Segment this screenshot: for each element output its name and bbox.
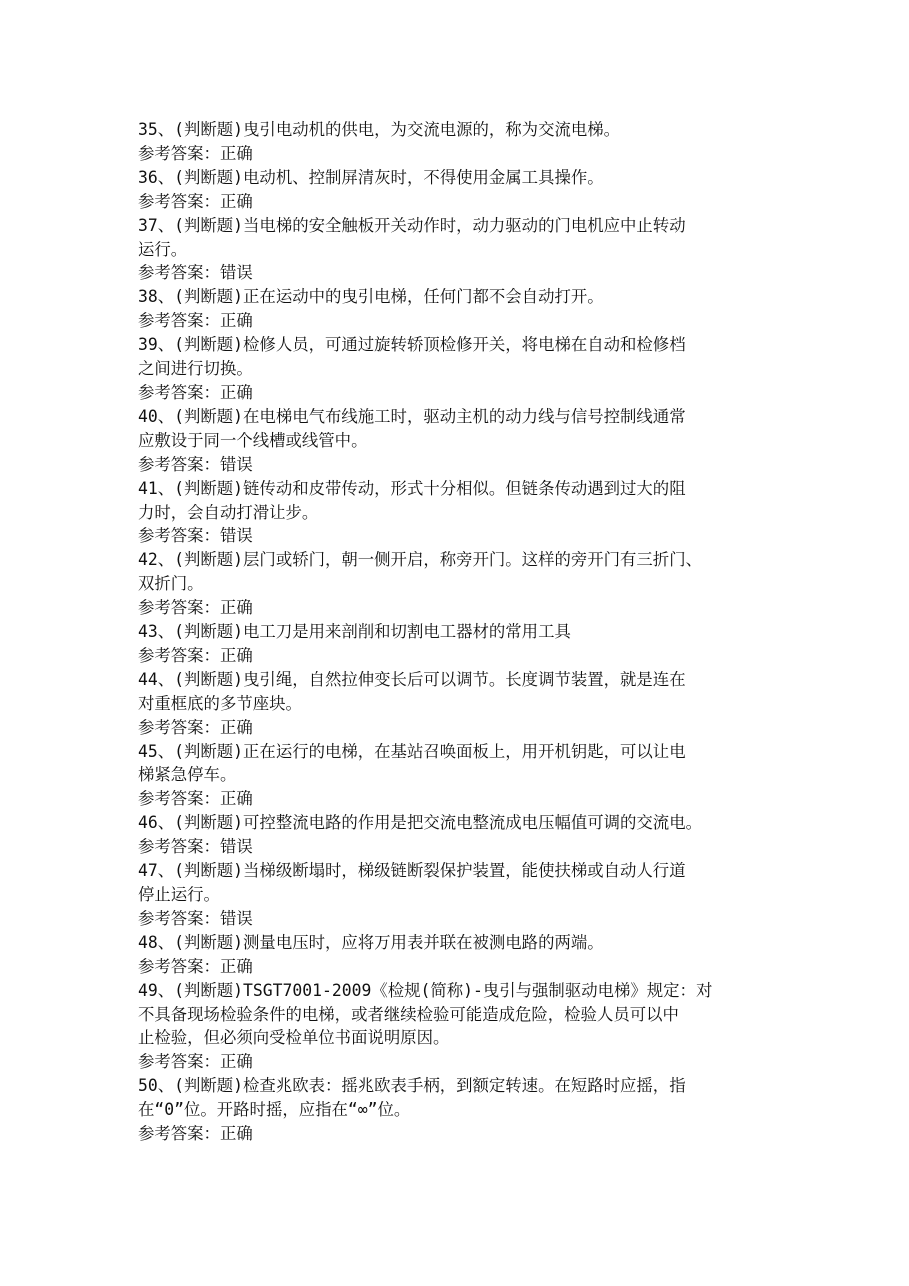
answer-text: 参考答案：正确: [138, 143, 253, 163]
question-line: 之间进行切换。: [138, 359, 253, 379]
question-line: 37、(判断题)当电梯的安全触板开关动作时，动力驱动的门电机应中止转动: [138, 215, 686, 235]
question-text: [138, 405, 788, 453]
answer-text: 参考答案：正确: [138, 382, 253, 402]
answer-text: 参考答案：错误: [138, 263, 253, 283]
answer-text: 参考答案：正确: [138, 598, 253, 618]
question-text: [138, 1074, 788, 1122]
question-text: [138, 811, 788, 835]
question-text: [138, 285, 788, 309]
question-line: 在“0”位。开路时摇，应指在“∞”位。: [138, 1100, 411, 1120]
question-line: 运行。: [138, 239, 188, 259]
question-text: [138, 668, 788, 716]
question-line: 48、(判断题)测量电压时，应将万用表并联在被测电路的两端。: [138, 932, 604, 952]
question-line: 梯紧急停车。: [138, 765, 237, 785]
question-line: 47、(判断题)当梯级断塌时，梯级链断裂保护装置，能使扶梯或自动人行道: [138, 861, 686, 881]
question-line: 止检验，但必须向受检单位书面说明原因。: [138, 1028, 450, 1048]
question-line: 50、(判断题)检查兆欧表：摇兆欧表手柄，到额定转速。在短路时应摇，指: [138, 1076, 686, 1096]
answer-text: 参考答案：正确: [138, 1052, 253, 1072]
answer-text: 参考答案：错误: [138, 908, 253, 928]
question-text: [138, 859, 788, 907]
answer-text: 参考答案：错误: [138, 454, 253, 474]
question-line: 41、(判断题)链传动和皮带传动，形式十分相似。但链条传动遇到过大的阻: [138, 478, 686, 498]
question-line: 36、(判断题)电动机、控制屏清灰时，不得使用金属工具操作。: [138, 167, 604, 187]
question-line: 45、(判断题)正在运行的电梯，在基站召唤面板上，用开机钥匙，可以让电: [138, 741, 686, 761]
answer-text: 参考答案：错误: [138, 526, 253, 546]
question-line: 35、(判断题)曳引电动机的供电，为交流电源的，称为交流电梯。: [138, 120, 621, 139]
question-text: [138, 166, 788, 190]
question-line: 停止运行。: [138, 885, 220, 904]
answer-text: 参考答案：正确: [138, 1124, 253, 1144]
question-text: [138, 477, 788, 525]
question-line: 49、(判断题)TSGT7001-2009《检规(简称)-曳引与强制驱动电梯》规定：对: [138, 980, 713, 1000]
answer-text: 参考答案：正确: [138, 956, 253, 976]
question-text: [138, 979, 788, 1051]
question-line: 38、(判断题)正在运动中的曳引电梯，任何门都不会自动打开。: [138, 287, 604, 307]
question-line: 应敷设于同一个线槽或线管中。: [138, 430, 368, 450]
question-line: 双折门。: [138, 574, 204, 594]
question-line: 44、(判断题)曳引绳，自然拉伸变长后可以调节。长度调节装置，就是连在: [138, 669, 686, 689]
question-text: [138, 931, 788, 955]
question-line: 对重框底的多节座块。: [138, 693, 302, 713]
question-text: [138, 620, 788, 644]
question-text: [138, 214, 788, 262]
question-line: 43、(判断题)电工刀是用来剖削和切割电工器材的常用工具: [138, 622, 571, 642]
question-text: [138, 333, 788, 381]
answer-text: 参考答案：正确: [138, 311, 253, 331]
question-line: 力时，会自动打滑让步。: [138, 502, 319, 522]
answer-text: 参考答案：正确: [138, 717, 253, 737]
question-line: 39、(判断题)检修人员，可通过旋转轿顶检修开关，将电梯在自动和检修档: [138, 335, 686, 355]
answer-text: 参考答案：正确: [138, 789, 253, 809]
question-text: [138, 740, 788, 788]
question-line: 40、(判断题)在电梯电气布线施工时，驱动主机的动力线与信号控制线通常: [138, 406, 686, 426]
question-line: 46、(判断题)可控整流电路的作用是把交流电整流成电压幅值可调的交流电。: [138, 813, 702, 833]
question-text: [138, 548, 788, 596]
answer-text: 参考答案：正确: [138, 645, 253, 665]
question-text: [138, 118, 788, 142]
question-line: 不具备现场检验条件的电梯，或者继续检验可能造成危险，检验人员可以中: [138, 1004, 679, 1024]
document-page: [138, 118, 788, 1146]
answer-text: 参考答案：错误: [138, 837, 253, 857]
answer-text: 参考答案：正确: [138, 191, 253, 211]
question-line: 42、(判断题)层门或轿门，朝一侧开启，称旁开门。这样的旁开门有三折门、: [138, 550, 702, 570]
